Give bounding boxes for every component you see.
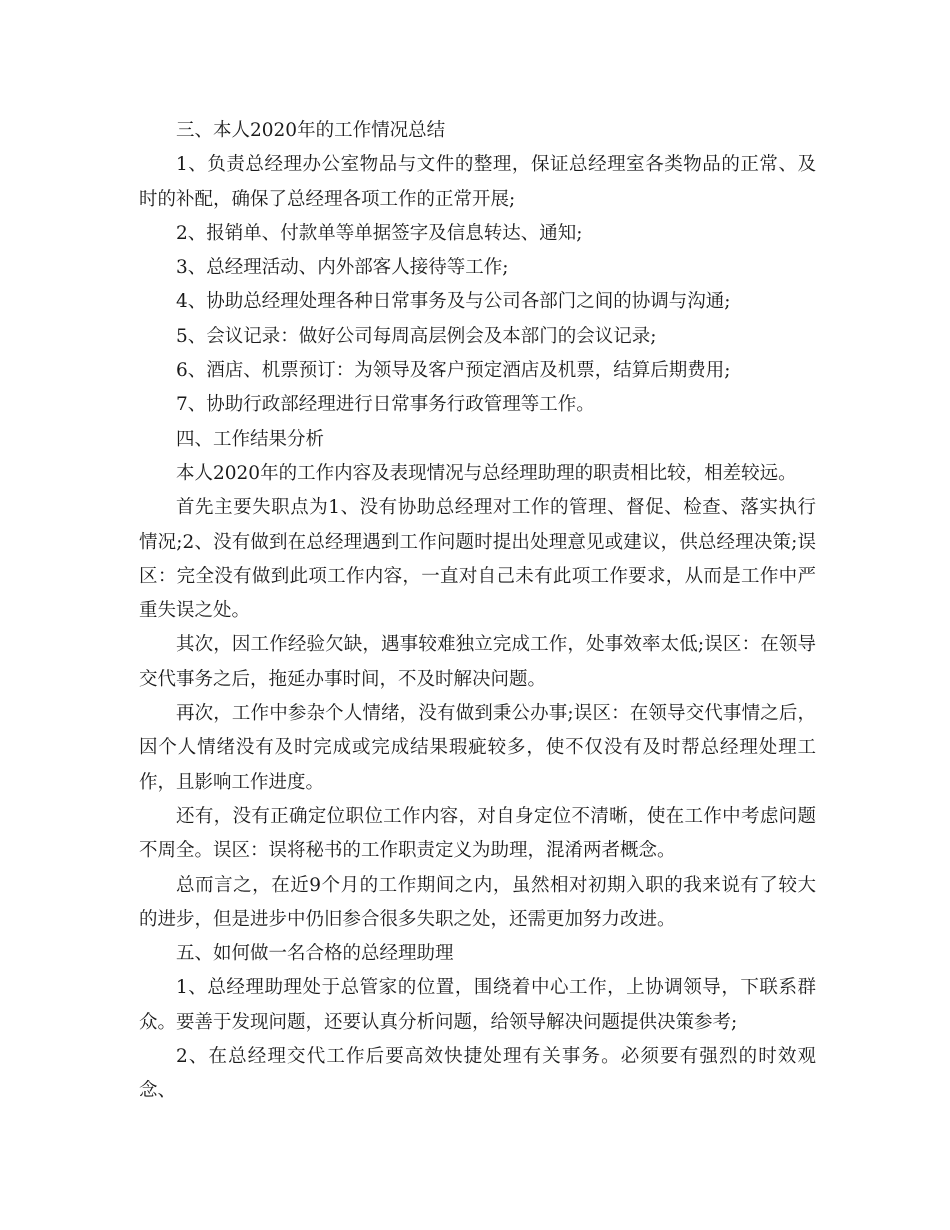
- body-paragraph: 再次，工作中参杂个人情绪，没有做到秉公办事;误区：在领导交代事情之后，因个人情绪没有及时完成或完成结果瑕疵较多，使不仅没有及时帮总经理处理工作，且影响工作进度。: [139, 703, 816, 793]
- body-paragraph: 其次，因工作经验欠缺，遇事较难独立完成工作，处事效率太低;误区：在领导交代事务之后，拖延办事时间，不及时解决问题。: [139, 634, 816, 690]
- section-heading-4: 四、工作结果分析: [176, 428, 325, 450]
- section-heading-5: 五、如何做一名合格的总经理助理: [176, 943, 454, 965]
- list-item: 4、协助总经理处理各种日常事务及与公司各部门之间的协调与沟通;: [176, 291, 731, 313]
- list-item: 5、会议记录：做好公司每周高层例会及本部门的会议记录;: [176, 325, 657, 347]
- list-item: 1、负责总经理办公室物品与文件的整理，保证总经理室各类物品的正常、及时的补配，确保了总经理各项工作的正常开展;: [139, 154, 816, 210]
- section-heading-3: 三、本人2020年的工作情况总结: [176, 120, 446, 141]
- list-item: 3、总经理活动、内外部客人接待等工作;: [176, 257, 509, 279]
- list-item: 7、协助行政部经理进行日常事务行政管理等工作。: [176, 394, 595, 416]
- list-item: 6、酒店、机票预订：为领导及客户预定酒店及机票，结算后期费用;: [176, 360, 731, 382]
- list-item: 2、报销单、付款单等单据签字及信息转达、通知;: [176, 222, 583, 244]
- body-paragraph: 还有，没有正确定位职位工作内容，对自身定位不清晰，使在工作中考虑问题不周全。误区：误将秘书的工作职责定义为助理，混淆两者概念。: [139, 805, 816, 862]
- list-item: 1、总经理助理处于总管家的位置，围绕着中心工作，上协调领导，下联系群众。要善于发现问题，还要认真分析问题，给领导解决问题提供决策参考;: [139, 977, 816, 1033]
- body-paragraph: 首先主要失职点为1、没有协助总经理对工作的管理、督促、检查、落实执行情况;2、没有做到在总经理遇到工作问题时提出处理意见或建议，供总经理决策;误区：完全没有做到此项工作内容，一直对自己未有此项工作要求，从而是工作中严重失误之处。: [139, 497, 816, 622]
- body-paragraph: 总而言之，在近9个月的工作期间之内，虽然相对初期入职的我来说有了较大的进步，但是进步中仍旧参合很多失职之处，还需更加努力改进。: [139, 874, 816, 930]
- list-item: 2、在总经理交代工作后要高效快捷处理有关事务。必须要有强烈的时效观念、: [139, 1046, 816, 1102]
- body-paragraph: 本人2020年的工作内容及表现情况与总经理助理的职责相比较，相差较远。: [176, 462, 797, 484]
